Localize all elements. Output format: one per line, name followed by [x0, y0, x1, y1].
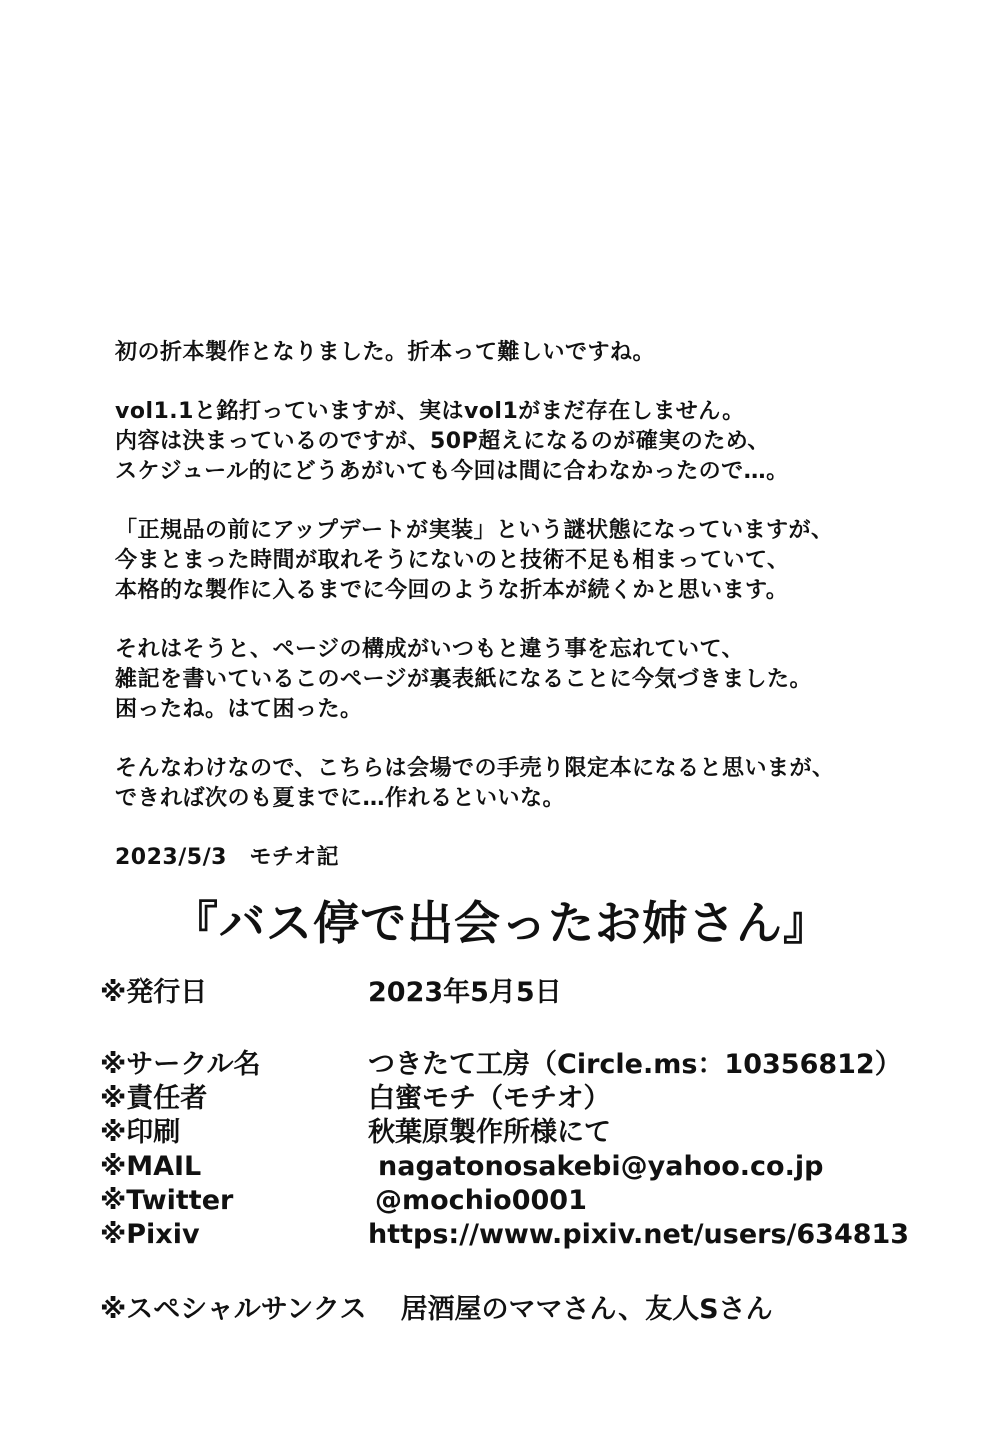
note-paragraph-2 [115, 397, 895, 487]
colophon-value: 白蜜モチ（モチオ） [368, 1083, 611, 1114]
note-line: できれば次のも夏までに…作れるといいな。 [115, 786, 566, 811]
colophon-value: 2023年5月5日 [368, 977, 562, 1008]
colophon-value: つきたて工房（Circle.ms：10356812） [368, 1049, 902, 1080]
note-paragraph-3 [115, 516, 895, 606]
note-line: 雑記を書いているこのページが裏表紙になることに今気づきました。 [115, 667, 813, 692]
colophon-value: 秋葉原製作所様にて [368, 1117, 611, 1148]
colophon-row-editor [100, 1082, 980, 1116]
note-line: 今まとまった時間が取れそうにないのと技術不足も相まっていて、 [115, 548, 790, 573]
colophon-label: ※発行日 [100, 977, 208, 1008]
twitter-handle: @mochio0001 [375, 1185, 587, 1216]
colophon-label: ※Twitter [100, 1185, 234, 1216]
note-paragraph-1 [115, 338, 895, 368]
colophon-row-circle [100, 1048, 980, 1082]
colophon-row-mail [100, 1150, 980, 1184]
afterword-notes [115, 338, 895, 873]
colophon-label: ※印刷 [100, 1117, 181, 1148]
note-line: vol1.1と銘打っていますが、実はvol1がまだ存在しません。 [115, 399, 745, 424]
colophon-label: ※サークル名 [100, 1049, 261, 1080]
colophon-label: ※MAIL [100, 1151, 202, 1182]
note-line: そんなわけなので、こちらは会場での手売り限定本になると思いまが、 [115, 756, 835, 781]
colophon-spacer [100, 1010, 980, 1048]
colophon [100, 976, 980, 1252]
note-line: 内容は決まっているのですが、50P超えになるのが確実のため、 [115, 429, 770, 454]
colophon-label: ※責任者 [100, 1083, 208, 1114]
note-line: 初の折本製作となりました。折本って難しいですね。 [115, 340, 656, 365]
colophon-row-pixiv [100, 1218, 980, 1252]
thanks-label: ※スペシャルサンクス [100, 1294, 367, 1325]
note-signature [115, 843, 895, 873]
note-line: 困ったね。はて困った。 [115, 697, 363, 722]
signature-line: 2023/5/3 モチオ記 [115, 845, 339, 870]
note-line: スケジュール的にどうあがいても今回は間に合わなかったので…。 [115, 459, 789, 484]
pixiv-url: https://www.pixiv.net/users/634813 [368, 1219, 910, 1250]
thanks-value: 居酒屋のママさん、友人Sさん [400, 1294, 773, 1325]
colophon-row-twitter [100, 1184, 980, 1218]
note-paragraph-5 [115, 754, 895, 814]
colophon-row-print [100, 1116, 980, 1150]
note-paragraph-4 [115, 635, 895, 725]
colophon-label: ※Pixiv [100, 1219, 200, 1250]
note-line: それはそうと、ページの構成がいつもと違う事を忘れていて、 [115, 637, 745, 662]
colophon-row-date [100, 976, 980, 1010]
mail-address: nagatonosakebi@yahoo.co.jp [378, 1151, 824, 1182]
book-title: 『バス停で出会ったお姉さん』 [172, 896, 830, 950]
note-line: 「正規品の前にアップデートが実装」という謎状態になっていますが、 [115, 518, 834, 543]
note-line: 本格的な製作に入るまでに今回のような折本が続くかと思います。 [115, 578, 789, 603]
special-thanks [100, 1292, 773, 1328]
